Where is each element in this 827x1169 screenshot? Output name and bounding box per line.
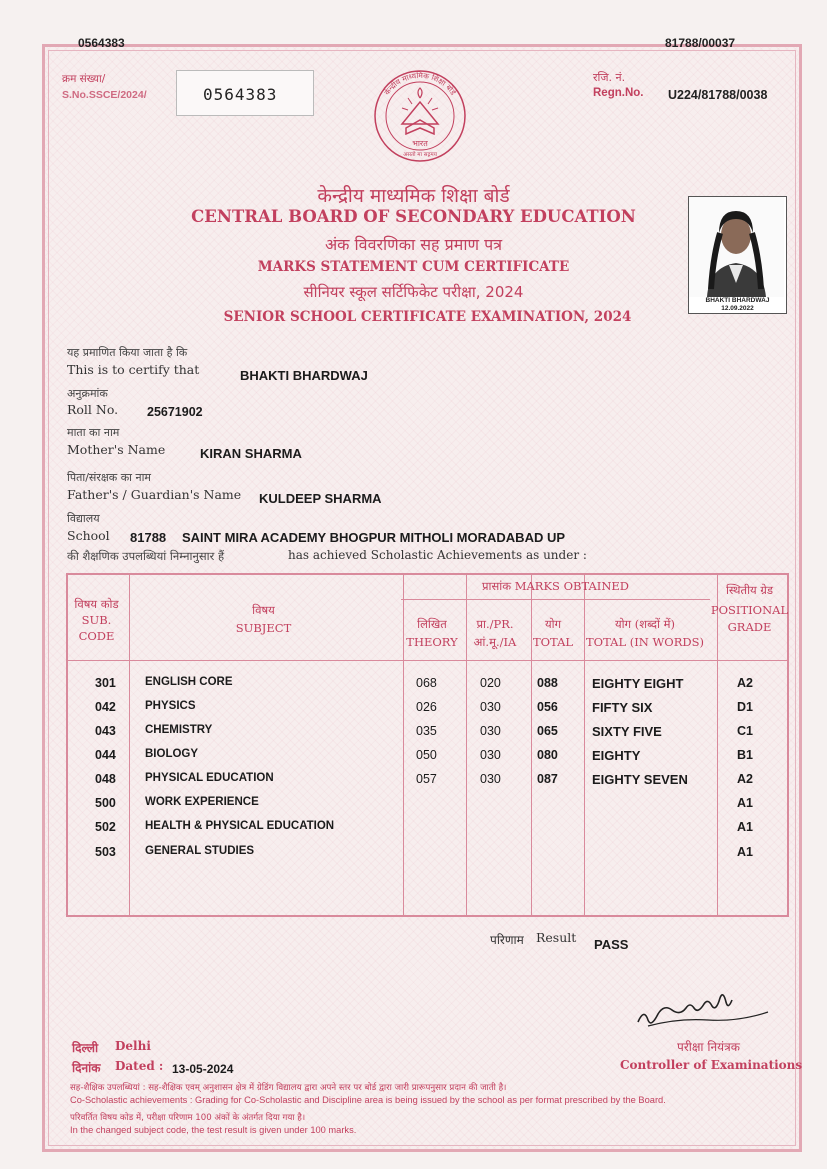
reference-number-top: 81788/00037 — [665, 36, 736, 50]
table-row — [66, 845, 789, 869]
subject-name: HEALTH & PHYSICAL EDUCATION — [145, 820, 335, 832]
table-row — [66, 772, 789, 796]
theory-marks: 050 — [416, 748, 437, 762]
controller-title-hindi: परीक्षा नियंत्रक — [677, 1040, 740, 1054]
photo-caption-date: 12.09.2022 — [721, 305, 754, 312]
serial-box — [176, 70, 314, 116]
subject-code: 502 — [95, 820, 116, 834]
header-total-hindi: योग — [544, 617, 562, 631]
theory-marks: 035 — [416, 724, 437, 738]
practical-marks: 030 — [480, 772, 501, 786]
statement-title-hindi: अंक विवरणिका सह प्रमाण पत्र — [324, 235, 503, 254]
practical-marks: 030 — [480, 724, 501, 738]
total-marks: 080 — [537, 748, 558, 762]
school-name: SAINT MIRA ACADEMY BHOGPUR MITHOLI MORADABAD UP — [182, 530, 566, 545]
exam-title-hindi: सीनियर स्कूल सर्टिफिकेट परीक्षा, 2024 — [303, 283, 524, 301]
result-label-hindi: परिणाम — [490, 933, 524, 947]
subject-code: 500 — [95, 796, 116, 810]
photo-caption-name: BHAKTI BHARDWAJ — [705, 297, 770, 304]
student-photo — [688, 196, 787, 314]
marks-header-divider — [401, 599, 710, 600]
regn-label-english: Regn.No. — [593, 87, 644, 99]
table-row — [66, 676, 789, 700]
theory-marks: 057 — [416, 772, 437, 786]
grade: A1 — [737, 796, 753, 810]
subject-code: 042 — [95, 700, 116, 714]
roll-label-hindi: अनुक्रमांक — [67, 387, 108, 400]
subject-code: 043 — [95, 724, 116, 738]
serial-number-top: 0564383 — [78, 36, 125, 50]
header-words-hindi: योग (शब्दों में) — [614, 617, 676, 631]
subject-code: 503 — [95, 845, 116, 859]
certify-label-english: This is to certify that — [67, 362, 200, 377]
grade: A1 — [737, 845, 753, 859]
subject-name: CHEMISTRY — [145, 724, 213, 736]
header-words-english: TOTAL (IN WORDS) — [586, 635, 704, 649]
header-code-hindi: विषय कोड — [74, 597, 119, 611]
table-header-bottom-line — [66, 660, 789, 661]
practical-marks: 030 — [480, 700, 501, 714]
subject-name: BIOLOGY — [145, 748, 199, 760]
header-subject-english: SUBJECT — [235, 621, 292, 635]
header-theory-hindi: लिखित — [417, 617, 447, 631]
grade: A2 — [737, 772, 753, 786]
subject-name: PHYSICAL EDUCATION — [145, 772, 274, 784]
student-name: BHAKTI BHARDWAJ — [240, 368, 368, 383]
header-theory-english: THEORY — [406, 635, 458, 649]
theory-marks: 068 — [416, 676, 437, 690]
subject-name: WORK EXPERIENCE — [145, 796, 259, 808]
cbse-emblem-graphic — [372, 68, 468, 164]
header-marks-obtained: प्रासांक MARKS OBTAINED — [481, 579, 630, 593]
header-subject-hindi: विषय — [252, 603, 275, 617]
controller-signature — [630, 992, 780, 1038]
subject-name: ENGLISH CORE — [145, 676, 233, 688]
mother-label-english: Mother's Name — [67, 442, 166, 457]
total-marks: 056 — [537, 700, 558, 714]
header-grade-english-1: POSITIONAL — [710, 603, 789, 617]
note-coscholastic-hindi: सह-शैक्षिक उपलब्धियां : सह-शैक्षिक एवम् अनुशासन क्षेत्र में ग्रेडिंग विद्यालय द्वारा अपने स्तर पर बोर्ड द्वारा जारी प्रारूपनुसार प्रदान की जाती है। — [70, 1083, 507, 1093]
total-marks: 065 — [537, 724, 558, 738]
practical-marks: 030 — [480, 748, 501, 762]
grade: B1 — [737, 748, 753, 762]
header-practical-1: प्रा./PR. — [476, 617, 514, 631]
note-coscholastic-english: Co-Scholastic achievements : Grading for Co-Scholastic and Discipline area is being issued by the school as per format prescribed by the Board. — [70, 1095, 666, 1105]
dated-label-english: Dated : — [115, 1059, 164, 1073]
serial-box-value: 0564383 — [203, 85, 278, 104]
total-marks: 087 — [537, 772, 558, 786]
svg-text:भारत: भारत — [412, 139, 428, 148]
regn-number: U224/81788/0038 — [668, 88, 768, 102]
mother-label-hindi: माता का नाम — [67, 426, 120, 439]
father-label-hindi: पिता/संरक्षक का नाम — [67, 471, 152, 484]
roll-label-english: Roll No. — [67, 402, 119, 417]
board-name-english: CENTRAL BOARD OF SECONDARY EDUCATION — [191, 207, 636, 226]
practical-marks: 020 — [480, 676, 501, 690]
mother-name: KIRAN SHARMA — [200, 446, 302, 461]
grade: A1 — [737, 820, 753, 834]
exam-title-english: SENIOR SCHOOL CERTIFICATE EXAMINATION, 2024 — [223, 309, 632, 325]
certify-label-hindi: यह प्रमाणित किया जाता है कि — [67, 346, 188, 359]
statement-title-english: MARKS STATEMENT CUM CERTIFICATE — [257, 259, 570, 275]
school-label-hindi: विद्यालय — [67, 512, 100, 525]
place-hindi: दिल्ली — [72, 1041, 99, 1055]
header-practical-2: आं.मू./IA — [473, 635, 517, 649]
school-code: 81788 — [130, 530, 167, 545]
board-name-hindi: केन्द्रीय माध्यमिक शिक्षा बोर्ड — [317, 185, 510, 207]
school-label-english: School — [67, 528, 110, 543]
dated-label-hindi: दिनांक — [72, 1061, 101, 1075]
table-row — [66, 820, 789, 844]
table-row — [66, 796, 789, 820]
note-changed-code-english: In the changed subject code, the test result is given under 100 marks. — [70, 1125, 357, 1135]
svg-text:असतो मा सद्गमय: असतो मा सद्गमय — [403, 152, 437, 158]
total-in-words: EIGHTY — [592, 748, 641, 763]
controller-title-english: Controller of Examinations — [620, 1058, 803, 1072]
subject-name: PHYSICS — [145, 700, 196, 712]
result-value: PASS — [594, 937, 629, 952]
theory-marks: 026 — [416, 700, 437, 714]
total-in-words: FIFTY SIX — [592, 700, 653, 715]
table-row — [66, 700, 789, 724]
result-label-english: Result — [536, 930, 577, 945]
signature-image — [630, 992, 780, 1038]
regn-label-hindi: रजि. नं. — [593, 71, 626, 84]
total-in-words: EIGHTY SEVEN — [592, 772, 688, 787]
subject-code: 044 — [95, 748, 116, 762]
cbse-emblem — [372, 68, 468, 164]
father-name: KULDEEP SHARMA — [259, 491, 382, 506]
total-marks: 088 — [537, 676, 558, 690]
subject-code: 048 — [95, 772, 116, 786]
header-grade-hindi: स्थितीय ग्रेड — [725, 583, 774, 597]
student-photo-image — [689, 197, 784, 297]
serial-label-hindi: क्रम संख्या/ — [62, 73, 106, 85]
subject-name: GENERAL STUDIES — [145, 845, 255, 857]
grade: C1 — [737, 724, 753, 738]
total-in-words: EIGHTY EIGHT — [592, 676, 684, 691]
father-label-english: Father's / Guardian's Name — [67, 487, 242, 502]
header-code-english-2: CODE — [78, 629, 115, 643]
grade: D1 — [737, 700, 753, 714]
achieved-label-hindi: की शैक्षणिक उपलब्धियां निम्नानुसार हैं — [67, 549, 225, 563]
note-changed-code-hindi: परिवर्तित विषय कोड में, परीक्षा परिणाम 100 अंकों के अंतर्गत दिया गया है। — [70, 1113, 306, 1123]
svg-text:केन्द्रीय माध्यमिक शिक्षा बोर्: केन्द्रीय माध्यमिक शिक्षा बोर्ड — [382, 70, 458, 97]
grade: A2 — [737, 676, 753, 690]
achieved-label-english: has achieved Scholastic Achievements as under : — [288, 548, 587, 562]
issue-date: 13-05-2024 — [172, 1062, 234, 1076]
table-row — [66, 748, 789, 772]
table-row — [66, 724, 789, 748]
header-code-english-1: SUB. — [81, 613, 112, 627]
serial-label-english: S.No.SSCE/2024/ — [62, 89, 147, 101]
place-english: Delhi — [115, 1039, 151, 1053]
header-total-english: TOTAL — [532, 635, 574, 649]
header-grade-english-2: GRADE — [727, 620, 772, 634]
total-in-words: SIXTY FIVE — [592, 724, 662, 739]
subject-code: 301 — [95, 676, 116, 690]
roll-number: 25671902 — [147, 405, 203, 419]
